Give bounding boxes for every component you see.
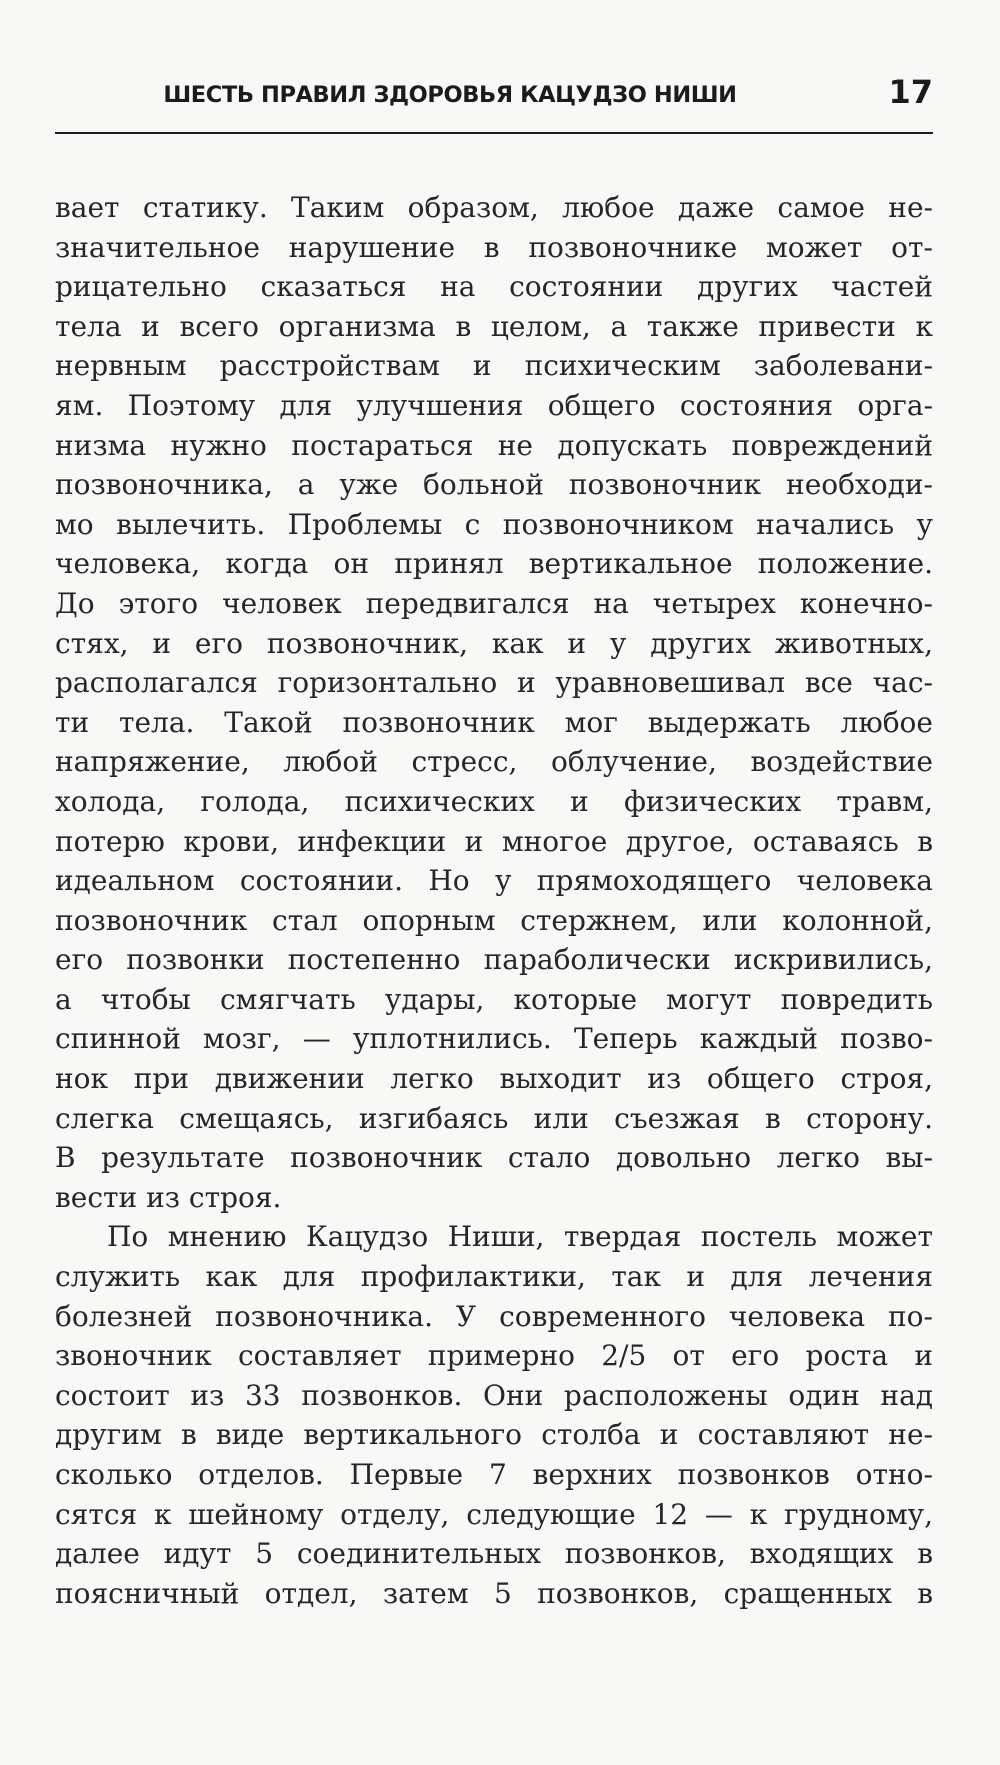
text-line: далее идут 5 соединительных позвонков, входящих в [55,1537,933,1571]
text-line: идеальном состоянии. Но у прямоходящего человека [55,864,933,898]
text-line: слегка смещаясь, изгибаясь или съезжая в сторону. [55,1101,933,1135]
body-text [55,188,933,1613]
text-line: служить как для профилактики, так и для лечения [55,1260,933,1294]
running-title: ШЕСТЬ ПРАВИЛ ЗДОРОВЬЯ КАЦУДЗО НИШИ [163,82,737,108]
text-line: холода, голода, психических и физических травм, [55,784,933,818]
text-line: потерю крови, инфекции и многое другое, оставаясь в [55,824,933,858]
page-number: 17 [888,73,933,111]
text-line: состоит из 33 позвонков. Они расположены один над [55,1378,933,1412]
text-line: поясничный отдел, затем 5 позвонков, сращенных в [55,1576,933,1610]
text-line: вает статику. Таким образом, любое даже самое не- [55,191,933,224]
text-line: напряжение, любой стресс, облучение, воздействие [55,745,933,779]
paragraph-last-line: вести из строя. [55,1180,282,1214]
text-line: В результате позвоночник стало довольно легко вы- [55,1141,933,1175]
text-line: ти тела. Такой позвоночник мог выдержать любое [55,705,933,739]
text-line: рицательно сказаться на состоянии других частей [55,270,933,304]
text-line: звоночник составляет примерно 2/5 от его роста и [55,1339,933,1373]
text-line: сятся к шейному отделу, следующие 12 — к грудному, [55,1497,933,1531]
text-line: спинной мозг, — уплотнились. Теперь каждый позво- [55,1022,933,1056]
text-line: человека, когда он принял вертикальное положение. [55,547,933,581]
text-line: нок при движении легко выходит из общего строя, [55,1062,933,1096]
text-line: сколько отделов. Первые 7 верхних позвонков отно- [55,1458,933,1491]
text-line: нервным расстройствам и психическим заболевани- [55,349,933,383]
text-line: другим в виде вертикального столба и составляют не- [55,1418,933,1452]
text-line: ям. Поэтому для улучшения общего состояния орга- [55,388,933,422]
text-line: значительное нарушение в позвоночнике может от- [55,230,933,264]
text-line: позвоночник стал опорным стержнем, или колонной, [55,903,933,937]
text-line: располагался горизонтально и уравновешивал все час- [55,666,933,700]
text-line: До этого человек передвигался на четырех конечно- [55,586,933,620]
running-header [55,70,933,134]
text-line: болезней позвоночника. У современного человека по- [55,1299,933,1333]
text-line: стях, и его позвоночник, как и у других животных, [55,626,933,660]
paragraph-first-line: По мнению Кацудзо Ниши, твердая постель может [107,1220,933,1254]
text-line: его позвонки постепенно параболически искривились, [55,943,933,977]
text-line: позвоночника, а уже больной позвоночник необходи- [55,468,933,502]
text-line: низма нужно постараться не допускать повреждений [55,428,933,462]
text-line: а чтобы смягчать удары, которые могут повредить [55,982,933,1016]
text-line: мо вылечить. Проблемы с позвоночником начались у [55,507,933,541]
text-line: тела и всего организма в целом, а также привести к [55,309,933,343]
